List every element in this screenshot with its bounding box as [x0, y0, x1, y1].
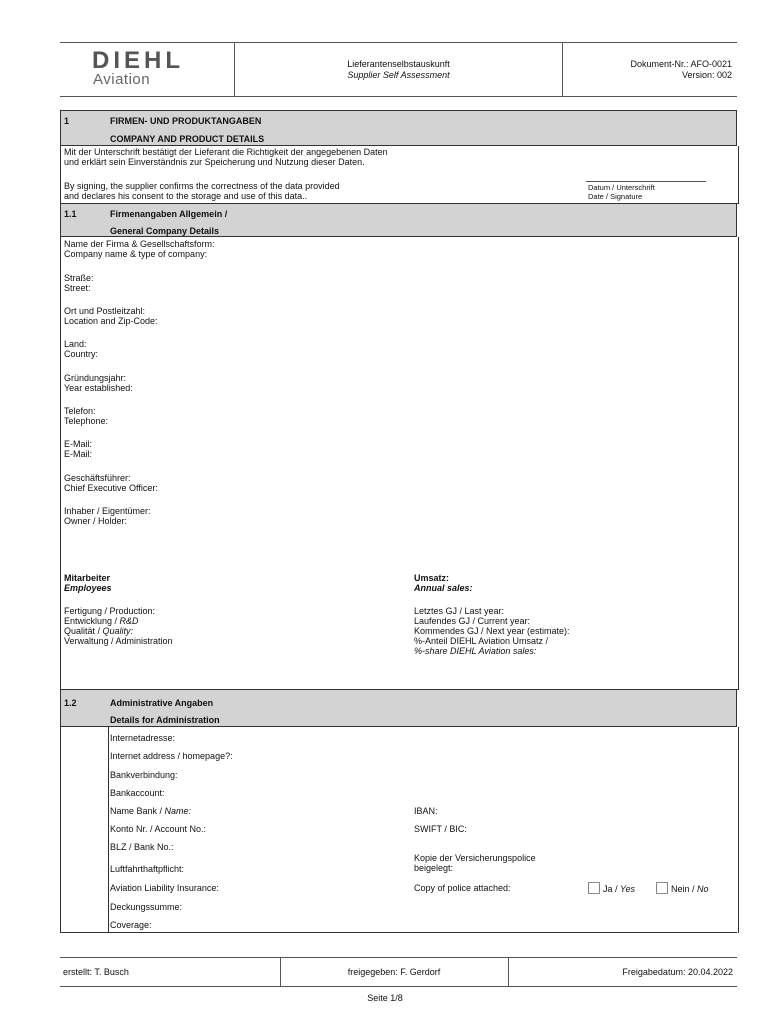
field-label-en: Street:	[64, 283, 91, 293]
document-version: Version: 002	[681, 70, 732, 80]
consent-en-line-1: By signing, the supplier confirms the correctness of the data provided	[64, 181, 340, 191]
policy-label-de-2: beigelegt:	[414, 863, 454, 873]
policy-label-en: Copy of police attached:	[414, 883, 511, 893]
field-label-de: Ort und Postleitzahl:	[64, 306, 146, 316]
section-1-1-title-en: General Company Details	[110, 226, 220, 236]
bank-label-en: Bankaccount:	[110, 788, 165, 798]
sales-heading-de: Umsatz:	[414, 573, 450, 583]
field-label-en: Location and Zip-Code:	[64, 316, 158, 326]
sales-share-en: %-share DIEHL Aviation sales:	[414, 646, 537, 656]
field-label-de: E-Mail:	[64, 439, 93, 449]
employees-rd-en: R&D	[119, 616, 139, 626]
sales-share-de[interactable]: %-Anteil DIEHL Aviation Umsatz /	[414, 636, 549, 646]
field-label-en: Country:	[64, 349, 99, 359]
company-details-block	[60, 237, 739, 690]
section-1-title-en: COMPANY AND PRODUCT DETAILS	[110, 134, 265, 144]
yes-checkbox[interactable]	[588, 882, 600, 894]
field-label-de: Telefon:	[64, 406, 96, 416]
employees-rd-de: Entwicklung /	[64, 616, 120, 626]
consent-block	[60, 146, 739, 204]
aviation-logo-text: Aviation	[93, 71, 151, 88]
signature-label-de: Datum / Unterschrift	[588, 183, 655, 192]
consent-en-line-2: and declares his consent to the storage and use of this data..	[64, 191, 308, 201]
policy-no-option[interactable]	[656, 882, 709, 894]
employees-quality-en: Quality:	[102, 626, 134, 636]
section-1-header	[60, 110, 737, 146]
section-1-2-header	[60, 689, 737, 727]
document-number: Dokument-Nr.: AFO-0021	[630, 59, 732, 69]
field-label-en: Chief Executive Officer:	[64, 483, 158, 493]
field-label-en: Owner / Holder:	[64, 516, 128, 526]
bank-name-en: Name:	[164, 806, 192, 816]
field-label-de: Land:	[64, 339, 87, 349]
bank-name-de: Name Bank /	[110, 806, 165, 816]
field-label-en: Telephone:	[64, 416, 109, 426]
field-label-de: Name der Firma & Gesellschaftsform:	[64, 239, 215, 249]
sales-current-year[interactable]: Laufendes GJ / Current year:	[414, 616, 531, 626]
bank-code-field[interactable]: BLZ / Bank No.:	[110, 842, 174, 852]
yes-label-de: Ja /	[603, 884, 621, 894]
no-label-de: Nein /	[671, 884, 698, 894]
internet-label-en[interactable]: Internet address / homepage?:	[110, 751, 233, 761]
section-bottom-rule	[60, 932, 737, 933]
document-title: Lieferantenselbstauskunft	[347, 59, 450, 69]
field-label-en: E-Mail:	[64, 449, 93, 459]
signature-line[interactable]	[586, 181, 706, 182]
bank-name-field[interactable]	[110, 806, 191, 816]
employees-production[interactable]: Fertigung / Production:	[64, 606, 156, 616]
section-1-1-number: 1.1	[64, 209, 77, 219]
section-1-1-title-de: Firmenangaben Allgemein /	[110, 209, 228, 219]
bank-label-de: Bankverbindung:	[110, 770, 178, 780]
page-number: Seite 1/8	[367, 993, 403, 1003]
no-label-en: No	[697, 884, 709, 894]
field-label-de: Inhaber / Eigentümer:	[64, 506, 151, 516]
iban-field[interactable]: IBAN:	[414, 806, 438, 816]
employees-heading-en: Employees	[64, 583, 112, 593]
logo-cell	[60, 43, 235, 96]
sales-last-year[interactable]: Letztes GJ / Last year:	[414, 606, 505, 616]
employees-quality[interactable]	[64, 626, 133, 636]
diehl-logo: DIEHL	[92, 47, 184, 74]
coverage-label-en[interactable]: Coverage:	[110, 920, 152, 930]
number-column	[60, 727, 109, 933]
sales-heading-en: Annual sales:	[414, 583, 473, 593]
policy-label-de-1: Kopie der Versicherungspolice	[414, 853, 536, 863]
footer-divider	[508, 958, 509, 986]
document-footer	[60, 957, 737, 987]
field-label-de: Gründungsjahr:	[64, 373, 127, 383]
employees-quality-de: Qualität /	[64, 626, 103, 636]
section-1-2-title-de: Administrative Angaben	[110, 698, 214, 708]
coverage-label-de: Deckungssumme:	[110, 902, 183, 912]
policy-yes-option[interactable]	[588, 882, 635, 894]
field-label-en: Company name & type of company:	[64, 249, 208, 259]
approved-by: freigegeben: F. Gerdorf	[347, 967, 441, 977]
liability-label-de: Luftfahrthaftpflicht:	[110, 864, 185, 874]
doc-info-cell	[562, 43, 738, 96]
field-label-en: Year established:	[64, 383, 133, 393]
release-date: Freigabedatum: 20.04.2022	[622, 967, 733, 977]
section-1-title-de: FIRMEN- UND PRODUKTANGABEN	[110, 116, 262, 126]
employees-rd[interactable]	[64, 616, 139, 626]
sales-next-year[interactable]: Kommendes GJ / Next year (estimate):	[414, 626, 570, 636]
field-label-de: Straße:	[64, 273, 94, 283]
consent-de-line-2: und erklärt sein Einverständnis zur Speicherung und Nutzung dieser Daten.	[64, 157, 365, 167]
section-1-2-title-en: Details for Administration	[110, 715, 220, 725]
signature-label-en: Date / Signature	[588, 192, 643, 201]
field-label-de: Geschäftsführer:	[64, 473, 131, 483]
internet-label-de: Internetadresse:	[110, 733, 176, 743]
consent-de-line-1: Mit der Unterschrift bestätigt der Lieferant die Richtigkeit der angegebenen Daten	[64, 147, 388, 157]
yes-label-en: Yes	[620, 884, 636, 894]
section-1-1-header	[60, 203, 737, 237]
employees-admin[interactable]: Verwaltung / Administration	[64, 636, 173, 646]
swift-field[interactable]: SWIFT / BIC:	[414, 824, 467, 834]
section-1-number: 1	[64, 116, 70, 126]
document-header	[60, 42, 737, 97]
document-title-en: Supplier Self Assessment	[347, 70, 450, 80]
no-checkbox[interactable]	[656, 882, 668, 894]
employees-heading-de: Mitarbeiter	[64, 573, 111, 583]
section-1-2-number: 1.2	[64, 698, 77, 708]
account-number-field[interactable]: Konto Nr. / Account No.:	[110, 824, 207, 834]
liability-label-en: Aviation Liability Insurance:	[110, 883, 219, 893]
administration-block	[60, 727, 739, 933]
created-by: erstellt: T. Busch	[63, 967, 129, 977]
